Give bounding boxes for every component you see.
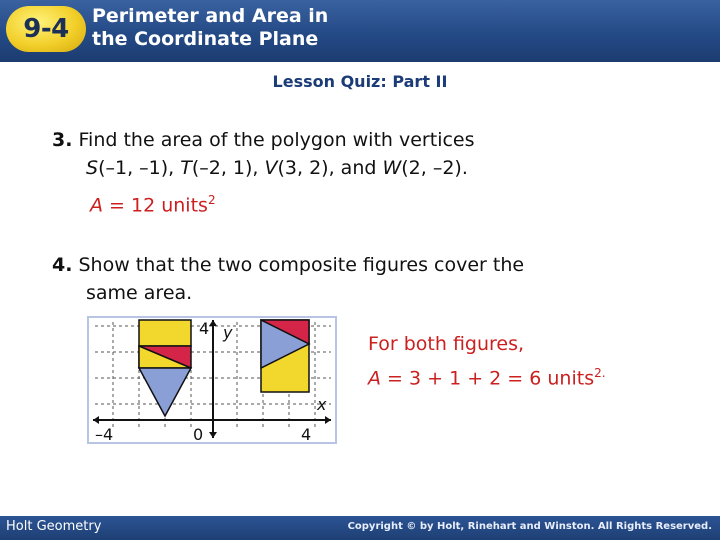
answer-4-exponent: 2. <box>594 366 606 380</box>
x-tick-neg-label: –4 <box>95 425 114 444</box>
footer-bar <box>0 516 720 540</box>
vertex-t-coords: (–2, 1), <box>191 157 265 179</box>
vertex-v-coords: (3, 2), and <box>277 157 383 179</box>
vertex-w-coords: (2, –2). <box>401 157 468 179</box>
answer-3-exponent: 2 <box>207 193 216 207</box>
vertex-s-coords: (–1, –1), <box>98 157 181 179</box>
question-3-answer <box>90 193 216 216</box>
answer-3-text: = 12 units <box>103 194 208 217</box>
x-tick-pos-label: 4 <box>301 425 312 444</box>
question-4-text-line2: same area. <box>86 282 193 304</box>
question-3-vertices <box>52 154 475 182</box>
answer-3-variable: A <box>90 194 103 217</box>
vertex-t: T <box>180 157 192 179</box>
vertex-w: W <box>382 157 402 179</box>
lesson-badge <box>6 6 86 52</box>
vertex-v: V <box>264 157 278 179</box>
origin-label: 0 <box>193 425 204 444</box>
vertex-s: S <box>86 157 99 179</box>
answer-4-line1: For both figures, <box>368 333 525 355</box>
question-4-number: 4. <box>52 254 73 276</box>
lesson-title <box>92 5 328 51</box>
y-tick-label: 4 <box>199 319 210 338</box>
y-axis-label: y <box>223 323 233 342</box>
lesson-number: 9-4 <box>23 14 69 44</box>
question-3-text: Find the area of the polygon with vertices <box>78 129 475 151</box>
footer-course: Holt Geometry <box>6 519 102 534</box>
question-4-answer <box>368 330 606 393</box>
answer-4-text: = 3 + 1 + 2 = 6 units <box>381 367 595 390</box>
header-bar <box>0 0 720 62</box>
question-3-number: 3. <box>52 129 73 151</box>
answer-4-variable: A <box>368 367 381 390</box>
question-3 <box>52 126 475 182</box>
footer-copyright: Copyright © by Holt, Rinehart and Winston. All Rights Reserved. <box>347 521 712 532</box>
composite-figures-graph <box>87 316 337 444</box>
lesson-title-line2: the Coordinate Plane <box>92 28 319 50</box>
question-4 <box>52 251 524 307</box>
page-subtitle: Lesson Quiz: Part II <box>272 72 448 91</box>
question-4-text: Show that the two composite figures cover the <box>78 254 525 276</box>
left-yellow-rectangle <box>139 320 191 346</box>
x-axis-label: x <box>317 395 327 414</box>
lesson-title-line1: Perimeter and Area in <box>92 5 329 27</box>
